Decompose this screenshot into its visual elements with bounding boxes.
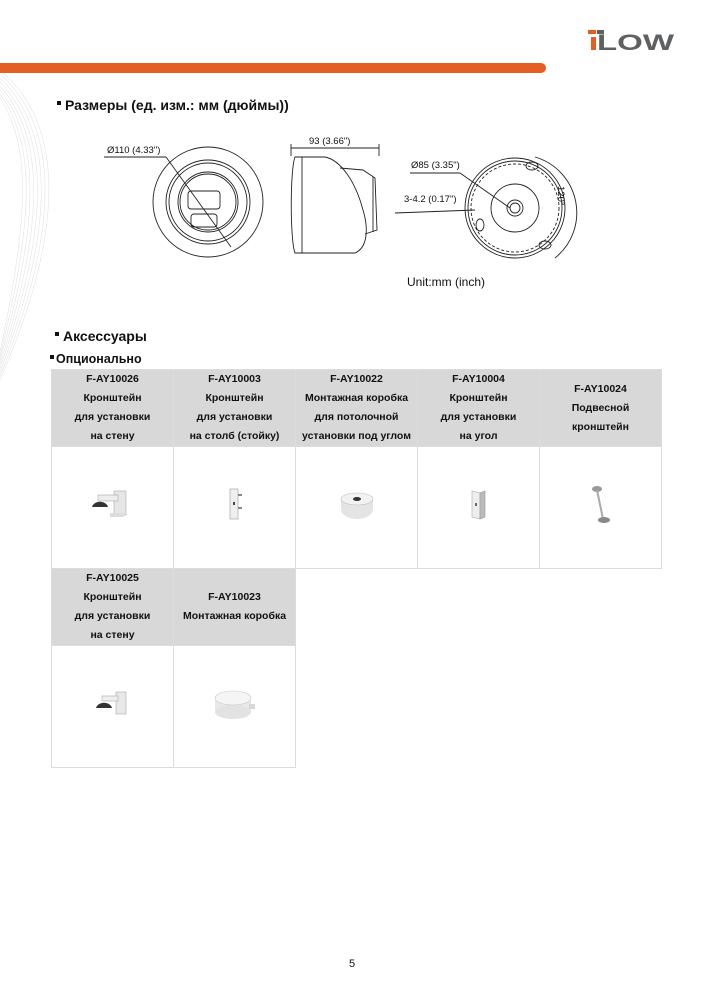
accessory-image-cell	[52, 447, 174, 569]
accessory-desc: на стену	[90, 430, 135, 442]
svg-text:LOW: LOW	[597, 30, 674, 51]
dimensions-heading-text: Размеры (ед. изм.: мм (дюймы))	[65, 97, 289, 113]
accessory-desc: для установки	[74, 411, 151, 423]
accessory-header	[174, 370, 296, 447]
accessory-image-cell	[174, 646, 296, 768]
accessory-desc: Монтажная коробка	[304, 392, 409, 404]
empty-cell	[418, 569, 540, 646]
table-image-row	[52, 646, 662, 768]
header-accent-bar	[0, 63, 546, 73]
accessory-desc: кронштейн	[572, 420, 629, 433]
pendant-mount-icon	[586, 483, 616, 527]
accessory-desc: для установки	[196, 411, 273, 423]
accessory-image-cell	[418, 447, 540, 569]
table-image-row	[52, 447, 662, 569]
junction-box-icon	[335, 487, 379, 523]
empty-cell	[540, 569, 662, 646]
accessory-header	[540, 370, 662, 447]
junction-box-icon	[207, 684, 263, 724]
flow-logo	[588, 27, 674, 51]
accessories-heading-text: Аксессуары	[63, 328, 147, 344]
accessory-desc: на столб (стойку)	[189, 430, 280, 442]
angle-label: 120°	[555, 186, 566, 206]
accessory-desc: Кронштейн	[83, 392, 142, 404]
wall-mount-bracket-icon	[88, 684, 138, 724]
accessory-desc: на угол	[459, 430, 498, 442]
optional-heading-text: Опционально	[56, 352, 142, 366]
accessory-desc: Кронштейн	[205, 392, 264, 404]
accessory-code: F-AY10022	[330, 373, 383, 385]
accessory-desc: для установки	[440, 411, 517, 423]
page-number: 5	[349, 958, 356, 970]
bullet-icon	[55, 332, 59, 336]
front-diameter-label: Ø110 (4.33")	[107, 145, 161, 156]
accessory-code: F-AY10024	[574, 382, 627, 395]
accessory-image-cell	[174, 447, 296, 569]
accessory-desc: Кронштейн	[449, 392, 508, 404]
accessory-desc: Подвесной	[571, 401, 630, 414]
side-view-drawing	[285, 130, 395, 270]
bullet-icon	[50, 355, 54, 359]
dimensions-heading	[57, 97, 289, 113]
accessory-header	[418, 370, 540, 447]
pole-mount-bracket-icon	[220, 485, 250, 525]
accessory-image-cell	[296, 447, 418, 569]
accessory-desc: установки под углом	[302, 430, 411, 442]
empty-cell	[296, 569, 418, 646]
table-header-row	[52, 569, 662, 646]
wall-mount-bracket-icon	[88, 485, 138, 525]
accessory-desc: для установки	[74, 610, 151, 622]
empty-cell	[296, 646, 418, 768]
accessory-desc: для потолочной	[314, 411, 399, 423]
accessory-image-cell	[52, 646, 174, 768]
base-diameter-label: Ø85 (3.35")	[411, 160, 460, 171]
unit-label: Unit:mm (inch)	[407, 275, 486, 289]
accessory-header	[52, 370, 174, 447]
accessory-header	[296, 370, 418, 447]
accessory-desc: на стену	[90, 629, 135, 641]
accessory-header	[52, 569, 174, 646]
accessory-code: F-AY10026	[86, 373, 139, 385]
empty-cell	[418, 646, 540, 768]
bullet-icon	[57, 101, 61, 105]
optional-heading	[50, 352, 142, 366]
accessory-code: F-AY10004	[452, 373, 505, 385]
accessories-table	[51, 369, 662, 768]
empty-cell	[540, 646, 662, 768]
accessory-desc: Кронштейн	[83, 591, 142, 603]
accessory-desc: Монтажная коробка	[182, 610, 287, 622]
accessory-image-cell	[540, 447, 662, 569]
accessory-code: F-AY10025	[86, 572, 139, 584]
table-header-row	[52, 370, 662, 447]
accessory-header	[174, 569, 296, 646]
corner-mount-bracket-icon	[464, 485, 494, 525]
depth-label: 93 (3.66")	[309, 136, 351, 147]
accessories-heading	[55, 328, 147, 344]
accessory-code: F-AY10023	[208, 591, 261, 603]
accessory-code: F-AY10003	[208, 373, 261, 385]
holes-label: 3-4.2 (0.17")	[404, 194, 457, 205]
